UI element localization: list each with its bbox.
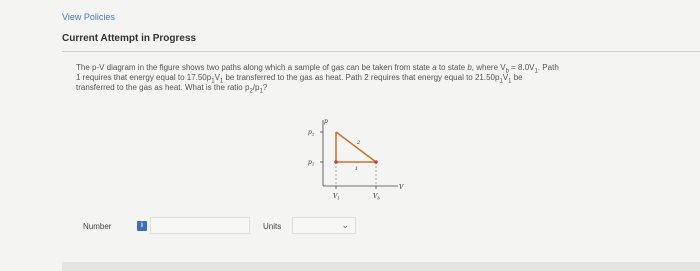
p1-label: $p_1$ [308,159,315,167]
pv-diagram-svg [300,118,410,208]
state-a-point [334,160,338,164]
v1-label: $V_1$ [333,193,340,201]
view-policies-link[interactable]: View Policies [62,12,115,22]
units-label: Units [263,222,282,231]
pv-diagram [300,118,410,213]
path1-label: 1 [355,166,359,172]
state-b-point [374,160,378,164]
units-select[interactable] [292,217,356,234]
vb-label: $V_b$ [373,193,380,201]
bottom-panel-edge [62,262,700,271]
question-text: The p-V diagram in the figure shows two paths along which a sample of gas can be taken from state a to state b, where $V_b = 8.0V_1$. Path 1 requires that energy equal to $17.50p_1V_1$ be transferred to the gas as heat. Path 2 requires that energy equal to $21.50p_1V_1$ be transferred to the gas as heat. What is the ratio $p_2/p_1$? [76,63,559,95]
path2-diagonal [336,132,376,162]
divider [62,51,700,52]
p-axis-label: p [324,118,328,125]
attempt-title: Current Attempt in Progress [62,33,197,44]
v-axis-label: V [399,184,404,191]
answer-row [0,213,700,243]
chevron-down-icon: ⌄ [341,220,349,230]
path2-label: 2 [357,140,361,146]
info-icon[interactable]: i [137,221,147,231]
number-label: Number [83,222,112,231]
number-input[interactable] [150,217,250,234]
p2-label: $p_2$ [308,129,315,137]
